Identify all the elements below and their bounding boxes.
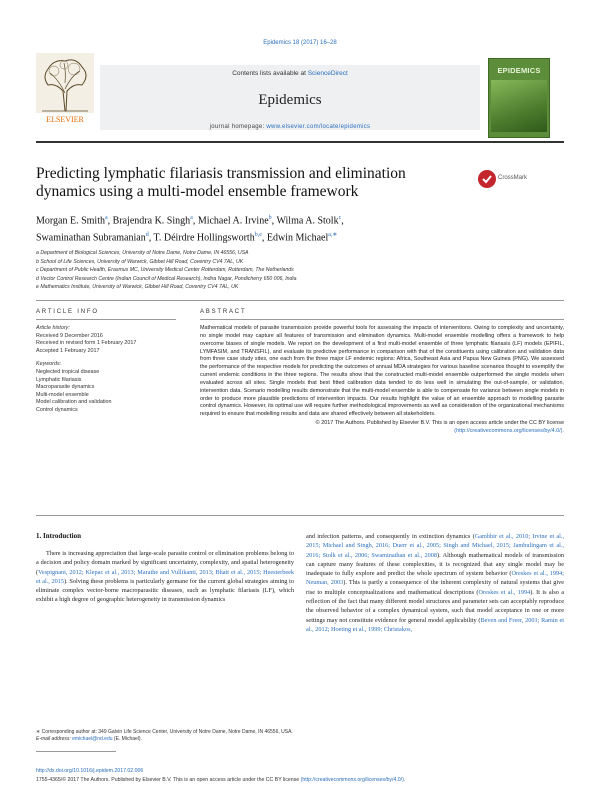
body-text: There is increasing appreciation that large-scale parasite control or elimination problems belong to a decision and policy domain marked by significant uncertainty, complexity, and spatial heterogeneity (: [36, 550, 294, 576]
keyword: Lymphatic filariasis: [36, 376, 82, 383]
copyright-text: © 2017 The Authors. Published by Elsevier B.V. This is an open access article under the CC BY license: [315, 420, 564, 427]
abstract-text: Mathematical models of parasite transmission provide powerful tools for assessing the impacts of interventions. Owing to complexity and uncertainty, no single model may capture all features of transmission and elimination dynamics. Multi-model ensemble modelling offers a framework to help overcome biases of single models. We report on the development of a first multi-model ensemble of three lymphatic filariasis (LF) models (EPIFIL, LYMFASIM, and TRANSFIL), and evaluate its predictive performance in comparison with that of the constituents using calibration and validation data from three case study sites, one each from the three major LF endemic regions: Africa, Southeast Asia and Papua New Guinea (PNG). We assessed the performance of the respective models for predicting the outcomes of annual MDA strategies for various baseline scenarios thought to exemplify the current endemic conditions in the three regions. The results show that the constructed multi-model ensemble outperformed the single models when evaluated across all sites. Single models that best fitted calibration data tended to do less well in simulating the out-of-sample, or validation, intervention data. Scenario modelling results demonstrate that the multi-model ensemble is able to compensate for variance between single models in order to produce more plausible predictions of intervention impacts. Our results highlight the value of an ensemble approach to modelling parasite control dynamics. However, its optimal use will require further methodological improvements as well as consideration of the organizational mechanisms required to ensure that modelling results and data are shared effectively between all stakeholders.: [200, 325, 564, 418]
author-name[interactable]: Swaminathan Subramanian: [36, 232, 146, 244]
keyword: Model calibration and validation: [36, 399, 112, 406]
keywords-label: Keywords:: [36, 361, 62, 368]
author-affiliation-marker[interactable]: a: [104, 215, 108, 221]
homepage-prefix: journal homepage:: [209, 124, 267, 130]
keyword: Multi-model ensemble: [36, 391, 89, 398]
citation-link[interactable]: Beven and Freer, 2001; Ramin et al., 2012; Hoeting et al., 1999; Christakos,: [306, 616, 564, 633]
author-name[interactable]: Michael A. Irvine: [197, 215, 269, 227]
body-text: and infection patterns, and consequently in extinction dynamics (: [306, 533, 475, 540]
keyword: Neglected tropical disease: [36, 368, 100, 375]
author-affiliation-marker[interactable]: a,∗: [328, 232, 338, 239]
article-info: [36, 325, 176, 415]
cover-title: EPIDEMICS: [497, 66, 541, 75]
footnotes: [36, 729, 294, 743]
keyword: Control dynamics: [36, 406, 78, 413]
body-text: ). Although mathematical models of transmission can capture many features of these complexities, it is recognized that any single model may be inadequate to fully explore and predict the whole spectrum of system behavior (: [306, 551, 564, 578]
footnote-rule: [36, 751, 116, 752]
author-list: Morgan E. Smith$^a$, Brajendra K. Singh$^a$, Michael A. Irvine$^b$, Wilma A. Stolk$^c$, Swaminathan Subramanian$^d$, T. Déirdre Hollingsworth$^{b,e}$, Edwin Michael$^{a,∗}$: [36, 215, 344, 244]
divider: [36, 300, 564, 301]
citation-link[interactable]: Oreskes et al., 1994: [478, 588, 531, 596]
journal-homepage: [100, 124, 480, 130]
crossmark-icon[interactable]: [478, 170, 496, 188]
bottom-license-link[interactable]: (http://creativecommons.org/licenses/by/4.0/).: [300, 777, 406, 783]
email-suffix: (E. Michael).: [112, 736, 142, 742]
abstract: [200, 325, 564, 436]
header-rule: [36, 141, 564, 143]
author-affiliation-marker[interactable]: a: [190, 215, 193, 221]
divider: [200, 319, 564, 320]
history-item: Accepted 1 February 2017: [36, 347, 100, 354]
affiliation: c Department of Public Health, Erasmus MC, University Medical Center Rotterdam, Rotterdam, The Netherlands: [36, 267, 294, 274]
author-affiliation-marker[interactable]: b,e: [254, 232, 262, 239]
affiliations: [36, 249, 556, 292]
history-item: Received 9 December 2016: [36, 332, 103, 339]
divider: [36, 319, 176, 320]
keyword: Macroparasite dynamics: [36, 384, 95, 391]
affiliation: b School of Life Sciences, University of Warwick, Gibbet Hill Road, Coventry CV4 7AL, UK: [36, 258, 244, 265]
affiliation: d Vector Control Research Centre (Indian Council of Medical Research), Indira Nagar, Pondicherry 650 006, India: [36, 275, 297, 282]
intro-right-column: [306, 532, 564, 634]
body-text: ). It is also a reflection of the fact that many different model structures and parameter sets can acceptably reproduce the observed behavior of a complex dynamical system, such that model acceptance in one or more settings may not constitute evidence for general model applicability (: [306, 588, 564, 624]
license-link[interactable]: (http://creativecommons.org/licenses/by/4.0/).: [454, 427, 564, 434]
email-line: [36, 736, 294, 743]
email-link[interactable]: emichael@nd.edu: [72, 736, 113, 742]
journal-citation[interactable]: Epidemics 18 (2017) 16–28: [263, 40, 337, 46]
elsevier-tree-icon: [36, 53, 94, 125]
contents-line: [100, 70, 480, 77]
author-affiliation-marker[interactable]: b: [268, 215, 272, 221]
abstract-heading: ABSTRACT: [200, 309, 247, 315]
affiliation: e Mathematics Institute, University of Warwick, Gibbet Hill Road, Coventry CV4 7AL, UK: [36, 284, 239, 291]
intro-left-column: [36, 549, 294, 605]
author-name[interactable]: Morgan E. Smith: [36, 215, 105, 227]
issn-line: [36, 777, 564, 783]
article-title: Predicting lymphatic filariasis transmission and elimination dynamics using a multi-model ensemble framework: [36, 165, 406, 200]
copyright-line: [200, 420, 564, 436]
affiliation: a Department of Biological Sciences, University of Notre Dame, Notre Dame, IN 46556, USA: [36, 250, 249, 256]
body-text: ). This is partly a consequence of the inherent complexity of natural systems that give rise to multiple conceptualizations and mathematical descriptions (: [306, 579, 564, 596]
journal-name: Epidemics: [258, 92, 322, 108]
divider: [36, 515, 564, 516]
history-item: Received in revised form 1 February 2017: [36, 340, 137, 347]
body-text: ). Solving these problems is particularly germane for the current global strategies aiming to eliminate complex vector-borne macroparasitic diseases, such as lymphatic filariasis (LF), which exhibit a high degree of geographic heterogeneity in transmission dynamics: [36, 577, 294, 604]
article-info-heading: ARTICLE INFO: [36, 309, 99, 315]
contents-prefix: Contents lists available at: [232, 70, 308, 77]
author-affiliation-marker[interactable]: d: [145, 232, 149, 239]
elsevier-wordmark: ELSEVIER: [46, 115, 84, 124]
author-affiliation-marker[interactable]: c: [338, 215, 342, 221]
author-name[interactable]: T. Déirdre Hollingsworth: [153, 232, 255, 244]
homepage-link[interactable]: www.elsevier.com/locate/epidemics: [266, 124, 371, 130]
history-label: Article history:: [36, 325, 70, 331]
citation-link[interactable]: Gambhir et al., 2010; Irvine et al., 2015; Michael and Singh, 2016; Duerr et al., 2005; Singh and Michael, 2015; Jambulingam et al., 2016; Stolk et al., 2006; Swaminathan et al., 2008: [306, 533, 565, 559]
citation-link[interactable]: Oreskes et al., 1994; Neuman, 2003: [306, 570, 565, 587]
section-heading: 1. Introduction: [36, 532, 81, 540]
sciencedirect-link[interactable]: ScienceDirect: [307, 70, 348, 77]
elsevier-logo: [36, 53, 94, 125]
crossmark-label[interactable]: CrossMark: [498, 175, 528, 181]
email-label: E-mail address:: [36, 736, 73, 742]
author-name[interactable]: Brajendra K. Singh: [112, 215, 191, 227]
issn-text: 1755-4365/© 2017 The Authors. Published by Elsevier B.V. This is an open access article under the CC BY license: [36, 777, 301, 783]
corresponding-author: ∗ Corresponding author at: 349 Galvin Life Science Center, University of Notre Dame, Notre Dame, IN 46556, USA.: [36, 729, 293, 735]
cover-image: [491, 80, 547, 132]
doi-link[interactable]: http://dx.doi.org/10.1016/j.epidem.2017.02.006: [36, 768, 144, 774]
author-name[interactable]: Edwin Michael: [266, 232, 329, 244]
citation-link[interactable]: Vespignani, 2012; Klepac et al., 2013; Marathe and Vullikanti, 2013; Bhatt et al., 2015; Heesterbeek et al., 2015: [36, 568, 294, 585]
author-name[interactable]: Wilma A. Stolk: [276, 215, 339, 227]
